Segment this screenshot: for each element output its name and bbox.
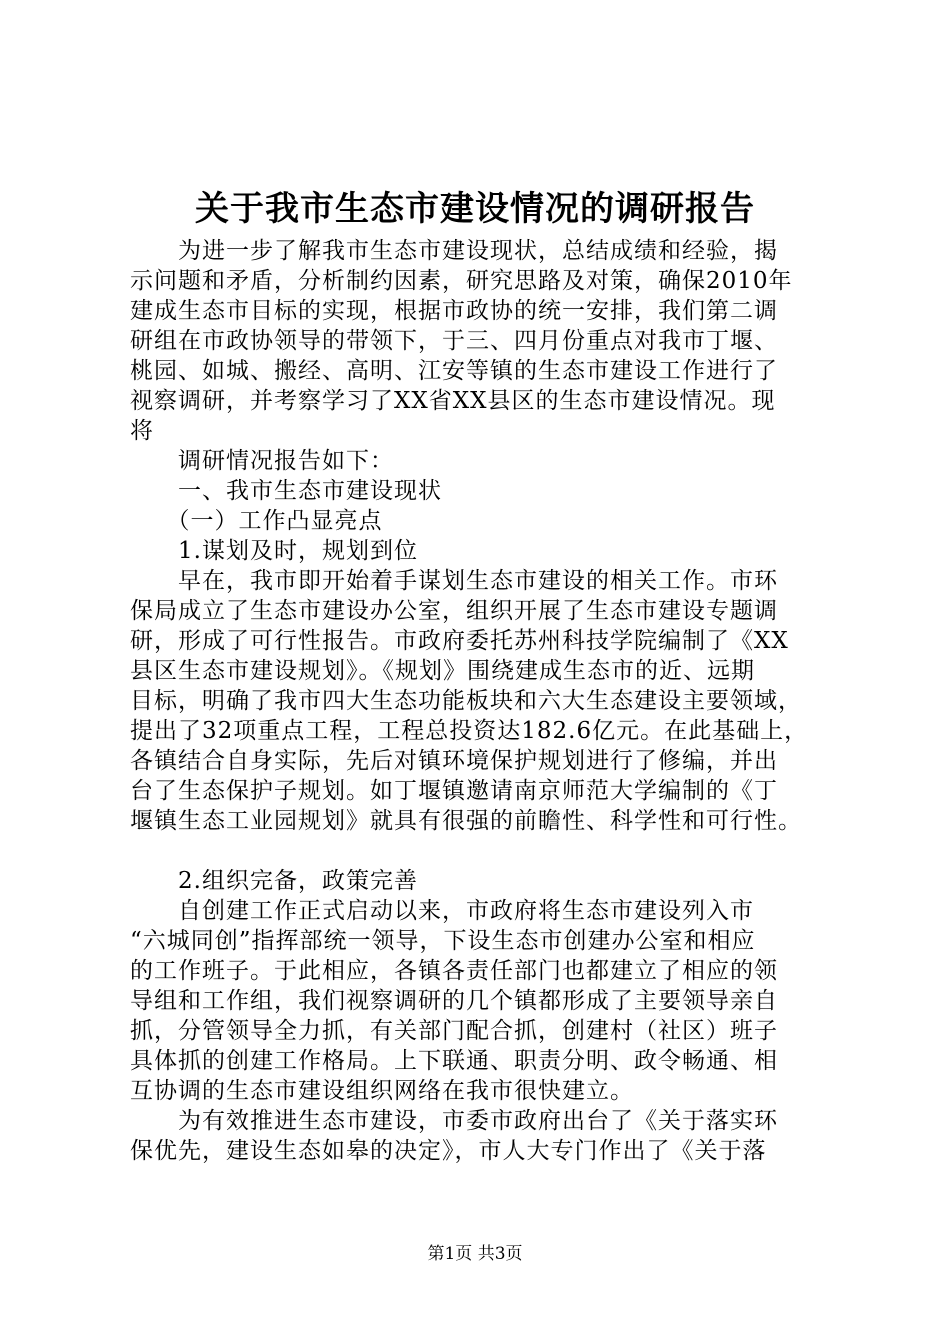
blank-line [130,836,830,866]
text-line: 视察调研，并考察学习了XX省XX县区的生态市建设情况。现 [130,388,776,414]
text-line: 早在，我市即开始着手谋划生态市建设的相关工作。市环 [130,568,778,594]
document-title: 关于我市生态市建设情况的调研报告 [195,189,755,229]
text-line: 目标，明确了我市四大生态功能板块和六大生态建设主要领域， [130,688,802,714]
text-line: 调研情况报告如下： [130,448,394,474]
text-line: 抓，分管领导全力抓，有关部门配合抓，创建村（社区）班子 [130,1018,778,1044]
subsection-heading: （一）工作凸显亮点 [130,508,383,534]
text-line: 为进一步了解我市生态市建设现状，总结成绩和经验，揭 [130,238,778,264]
text-line: 导组和工作组，我们视察调研的几个镇都形成了主要领导亲自 [130,988,778,1014]
text-line: 保局成立了生态市建设办公室，组织开展了生态市建设专题调 [130,598,778,624]
section-heading: 一、我市生态市建设现状 [130,478,442,504]
text-line: 台了生态保护子规划。如丁堰镇邀请南京师范大学编制的《丁 [130,778,778,804]
document-body [130,236,830,1166]
text-line: 提出了32项重点工程，工程总投资达182.6亿元。在此基础上， [130,718,809,744]
text-line: 县区生态市建设规划》。《规划》围绕建成生态市的近、远期 [130,658,755,684]
item-heading: 1.谋划及时，规划到位 [130,538,418,564]
page-footer: 第1页 共3页 [427,1244,523,1264]
text-line: 为有效推进生态市建设，市委市政府出台了《关于落实环 [130,1108,778,1134]
text-line: 示问题和矛盾，分析制约因素，研究思路及对策，确保2010年 [130,268,793,294]
text-line: 研组在市政协领导的带领下，于三、四月份重点对我市丁堰、 [130,328,778,354]
text-line: 各镇结合自身实际，先后对镇环境保护规划进行了修编，并出 [130,748,778,774]
item-heading: 2.组织完备，政策完善 [130,868,418,894]
text-line: 的工作班子。于此相应，各镇各责任部门也都建立了相应的领 [130,958,778,984]
text-line: 具体抓的创建工作格局。上下联通、职责分明、政令畅通、相 [130,1048,778,1074]
text-line: 保优先，建设生态如皋的决定》，市人大专门作出了《关于落 [130,1138,767,1164]
text-line: 桃园、如城、搬经、高明、江安等镇的生态市建设工作进行了 [130,358,778,384]
text-line: 建成生态市目标的实现，根据市政协的统一安排，我们第二调 [130,298,778,324]
text-line: 研，形成了可行性报告。市政府委托苏州科技学院编制了《XX [130,628,789,654]
text-line: 自创建工作正式启动以来，市政府将生态市建设列入市 [130,898,754,924]
text-line: 互协调的生态市建设组织网络在我市很快建立。 [130,1078,634,1104]
text-line: 堰镇生态工业园规划》就具有很强的前瞻性、科学性和可行性。 [130,808,802,834]
text-line: 将 [130,418,154,444]
text-line: “六城同创”指挥部统一领导，下设生态市创建办公室和相应 [130,928,756,954]
